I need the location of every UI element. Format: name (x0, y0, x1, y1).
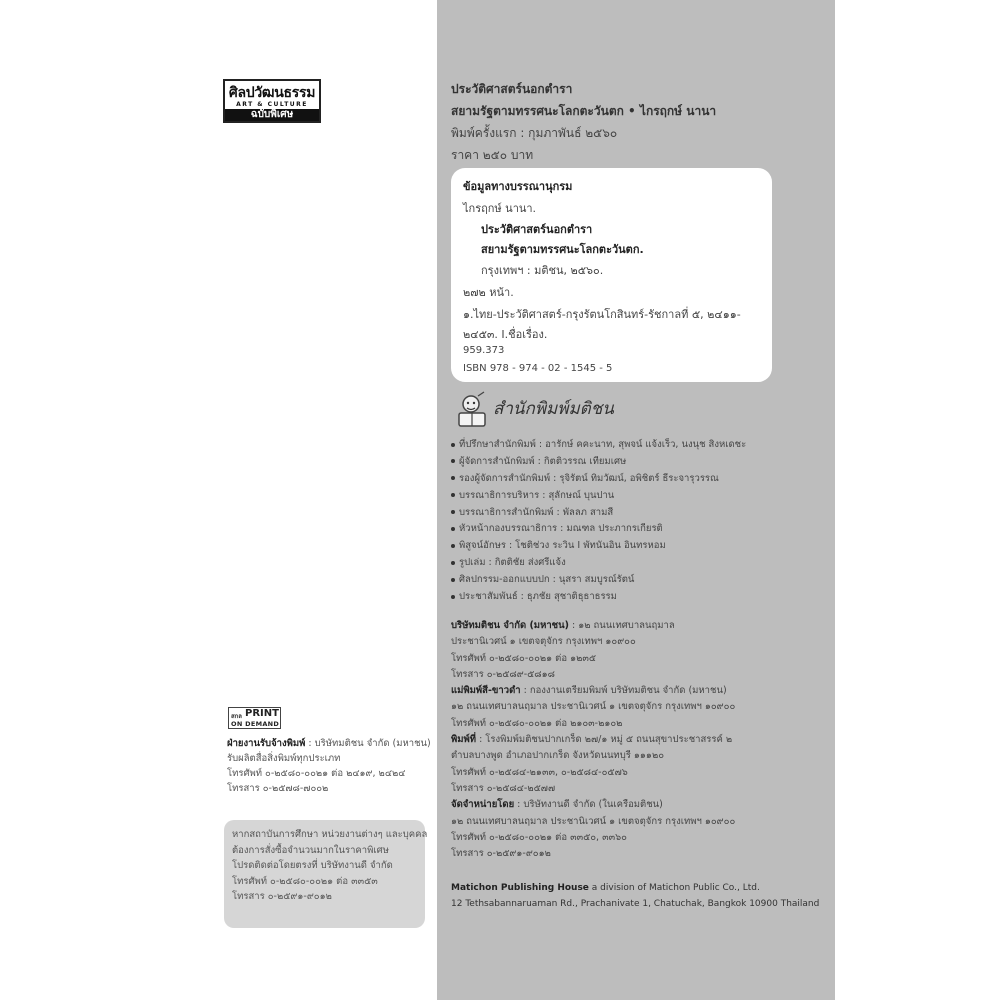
staff-item (451, 555, 831, 572)
book-title: ประวัติศาสตร์นอกตำรา (451, 82, 573, 96)
staff-text: หัวหน้ากองบรรณาธิการ : มณฑล ประภากรเกียรติ (459, 523, 663, 535)
company-line-text: โทรสาร ๐-๒๕๙๑-๙๐๑๒ (451, 848, 551, 860)
staff-item (451, 538, 831, 555)
company-line-text: : กองงานเตรียมพิมพ์ บริษัทมติชน จำกัด (มหาชน) (520, 685, 727, 697)
staff-text: ผู้จัดการสำนักพิมพ์ : กิตติวรรณ เทียมเศษ (459, 455, 627, 467)
catalog-author: ไกรฤกษ์ นานา. (463, 202, 537, 215)
staff-text: บรรณาธิการสำนักพิมพ์ : พัลลภ สามสี (459, 506, 614, 518)
company-line-text: ประชานิเวศน์ ๑ เขตจตุจักร กรุงเทพฯ ๑๐๙๐๐ (451, 636, 636, 648)
catalog-subtitle: สยามรัฐตามทรรศนะโลกตะวันตก. (481, 243, 644, 256)
staff-item (451, 521, 831, 538)
staff-text: พิสูจน์อักษร : โชติช่วง ระวิน I พัทนันอิน อินทรหอม (459, 540, 666, 552)
company-line (451, 634, 831, 650)
company-line (451, 830, 831, 846)
staff-text: รองผู้จัดการสำนักพิมพ์ : รุจิรัตน์ ทิมวัฒน์, อพิชิตร์ ธีระจารุวรรณ (459, 472, 719, 484)
printing-service-block (227, 736, 432, 796)
notice-line: หากสถาบันการศึกษา หน่วยงานต่างๆ และบุคคล (232, 829, 428, 840)
pod-mark: สกล (231, 713, 242, 720)
catalog-isbn: ISBN 978 - 974 - 02 - 1545 - 5 (463, 363, 613, 374)
bullet-icon (451, 544, 455, 548)
staff-list (451, 437, 831, 606)
catalog-title: ประวัติศาสตร์นอกตำรา (481, 223, 593, 236)
company-line (451, 797, 831, 813)
logo-sub-text: ART & CULTURE (236, 101, 308, 108)
staff-item (451, 572, 831, 589)
company-line (451, 716, 831, 732)
company-line (451, 748, 831, 764)
bullet-icon (451, 493, 455, 497)
matichon-publishing-logo (454, 391, 664, 431)
printing-service-phone: โทรศัพท์ ๐-๒๕๘๐-๐๐๒๑ ต่อ ๒๔๑๙, ๒๔๒๔ (227, 768, 406, 779)
staff-text: ศิลปกรรม-ออกแบบปก : นุสรา สมบูรณ์รัตน์ (459, 574, 635, 586)
staff-item (451, 471, 831, 488)
company-line-label: จัดจำหน่ายโดย (451, 799, 515, 811)
staff-item (451, 488, 831, 505)
notice-line: โทรศัพท์ ๐-๒๕๘๐-๐๐๒๑ ต่อ ๓๓๕๓ (232, 875, 378, 887)
english-publisher-desc: a division of Matichon Public Co., Ltd. (588, 883, 760, 893)
logo-main-text: ศิลปวัฒนธรรม (228, 85, 316, 101)
company-line (451, 732, 831, 748)
staff-item (451, 505, 831, 522)
bullet-icon (451, 476, 455, 480)
printing-service-title: ฝ่ายงานรับจ้างพิมพ์ (227, 738, 306, 749)
reading-character-icon (454, 391, 494, 431)
company-line-text: ตำบลบางพูด อำเภอปากเกร็ด จังหวัดนนทบุรี ๑๑๑๒๐ (451, 750, 664, 762)
bullet-icon (451, 561, 455, 565)
company-line-text: โทรศัพท์ ๐-๒๕๘๐-๐๐๒๑ ต่อ ๑๒๓๕ (451, 652, 597, 664)
company-line-text: ๑๒ ถนนเทศบาลนฤมาล ประชานิเวศน์ ๑ เขตจตุจักร กรุงเทพฯ ๑๐๙๐๐ (451, 815, 736, 827)
price: ราคา ๒๕๐ บาท (451, 148, 534, 162)
company-line-text: โทรสาร ๐-๒๕๘๔-๒๕๗๗ (451, 782, 556, 794)
company-line-text: : ๑๒ ถนนเทศบาลนฤมาล (568, 620, 675, 631)
catalog-pages: ๒๗๒ หน้า. (463, 286, 514, 299)
print-on-demand-logo (228, 707, 281, 729)
bullet-icon (451, 443, 455, 447)
company-line (451, 781, 831, 797)
bullet-icon (451, 595, 455, 599)
bulk-order-notice (224, 820, 428, 928)
publication-info (451, 78, 831, 166)
company-line-text: : บริษัทงานดี จำกัด (ในเครือมติชน) (514, 799, 663, 811)
notice-line: โปรดติดต่อโดยตรงที่ บริษัทงานดี จำกัด (232, 860, 393, 871)
english-imprint (451, 880, 831, 912)
bullet-icon (451, 510, 455, 514)
company-line-text: โทรศัพท์ ๐-๒๕๘๐-๐๐๒๑ ต่อ ๓๓๕๐, ๓๓๖๐ (451, 831, 627, 843)
first-print: พิมพ์ครั้งแรก : กุมภาพันธ์ ๒๕๖๐ (451, 126, 618, 140)
company-line-text: ๑๒ ถนนเทศบาลนฤมาล ประชานิเวศน์ ๑ เขตจตุจักร กรุงเทพฯ ๑๐๙๐๐ (451, 701, 736, 713)
publisher-logo-text: สำนักพิมพ์มติชน (493, 399, 614, 419)
printing-service-title-line (227, 736, 432, 751)
art-culture-logo (223, 79, 321, 123)
bullet-icon (451, 527, 455, 531)
company-line-label: แม่พิมพ์สี-ขาวดำ (451, 685, 521, 697)
company-line (451, 846, 831, 862)
notice-line: โทรสาร ๐-๒๕๙๑-๙๐๑๒ (232, 891, 332, 902)
staff-item (451, 437, 831, 454)
cataloging-data-box (451, 168, 772, 382)
company-details (451, 618, 831, 862)
staff-text: รูปเล่ม : กิตติชัย ส่งศรีแจ้ง (459, 557, 566, 569)
book-subtitle-author: สยามรัฐตามทรรศนะโลกตะวันตก • ไกรฤกษ์ นานา (451, 104, 717, 118)
pod-print-text: PRINT (245, 708, 279, 719)
company-line (451, 699, 831, 715)
company-line-text: : โรงพิมพ์มติชนปากเกร็ด ๒๗/๑ หมู่ ๕ ถนนสุขาประชาสรรค์ ๒ (476, 734, 733, 746)
pod-demand-text: ON DEMAND (231, 720, 280, 728)
staff-text: ที่ปรึกษาสำนักพิมพ์ : อารักษ์ คคะนาท, สุพจน์ แจ้งเร็ว, นงนุช สิงหเดชะ (459, 439, 747, 450)
english-publisher-name: Matichon Publishing House (451, 883, 589, 893)
company-line (451, 618, 831, 634)
printing-service-fax: โทรสาร ๐-๒๕๗๘-๗๐๐๒ (227, 783, 329, 794)
company-line-label: บริษัทมติชน จำกัด (มหาชน) (451, 620, 569, 631)
company-line (451, 765, 831, 781)
staff-text: ประชาสัมพันธ์ : ธุภชัย สุชาติธุธาธรรม (459, 591, 617, 603)
staff-item (451, 589, 831, 606)
company-line-text: โทรศัพท์ ๐-๒๕๘๔-๒๑๓๓, ๐-๒๕๘๔-๐๕๗๖ (451, 766, 628, 778)
logo-special-label: ฉบับพิเศษ (225, 109, 319, 121)
english-address: 12 Tethsabannaruaman Rd., Prachanivate 1, Chatuchak, Bangkok 10900 Thailand (451, 899, 820, 909)
company-line-text: โทรสาร ๐-๒๕๘๙-๕๘๑๘ (451, 668, 555, 680)
notice-line: ต้องการสั่งซื้อจำนวนมากในราคาพิเศษ (232, 844, 389, 856)
company-line-label: พิมพ์ที่ (451, 734, 477, 746)
english-publisher-line (451, 880, 831, 896)
company-line (451, 814, 831, 830)
company-line (451, 651, 831, 667)
catalog-heading: ข้อมูลทางบรรณานุกรม (463, 180, 573, 193)
staff-text: บรรณาธิการบริหาร : สุลักษณ์ บุนปาน (459, 489, 615, 501)
staff-item (451, 454, 831, 471)
catalog-imprint: กรุงเทพฯ : มติชน, ๒๕๖๐. (481, 264, 604, 277)
company-line (451, 683, 831, 699)
bullet-icon (451, 459, 455, 463)
bullet-icon (451, 578, 455, 582)
catalog-subject: ๑.ไทย-ประวัติศาสตร์-กรุงรัตนโกสินทร์-รัชกาลที่ ๕, ๒๔๑๑- (463, 308, 741, 321)
printing-service-company: : บริษัทมติชน จำกัด (มหาชน) (305, 738, 431, 749)
catalog-classno: 959.373 (463, 345, 505, 356)
printing-service-desc: รับผลิตสื่อสิ่งพิมพ์ทุกประเภท (227, 753, 341, 764)
catalog-subject-cont: ๒๔๕๓. I.ชื่อเรื่อง. (463, 328, 548, 341)
company-line (451, 667, 831, 683)
company-line-text: โทรศัพท์ ๐-๒๕๘๐-๐๐๒๑ ต่อ ๒๑๐๓-๒๑๐๒ (451, 717, 623, 729)
